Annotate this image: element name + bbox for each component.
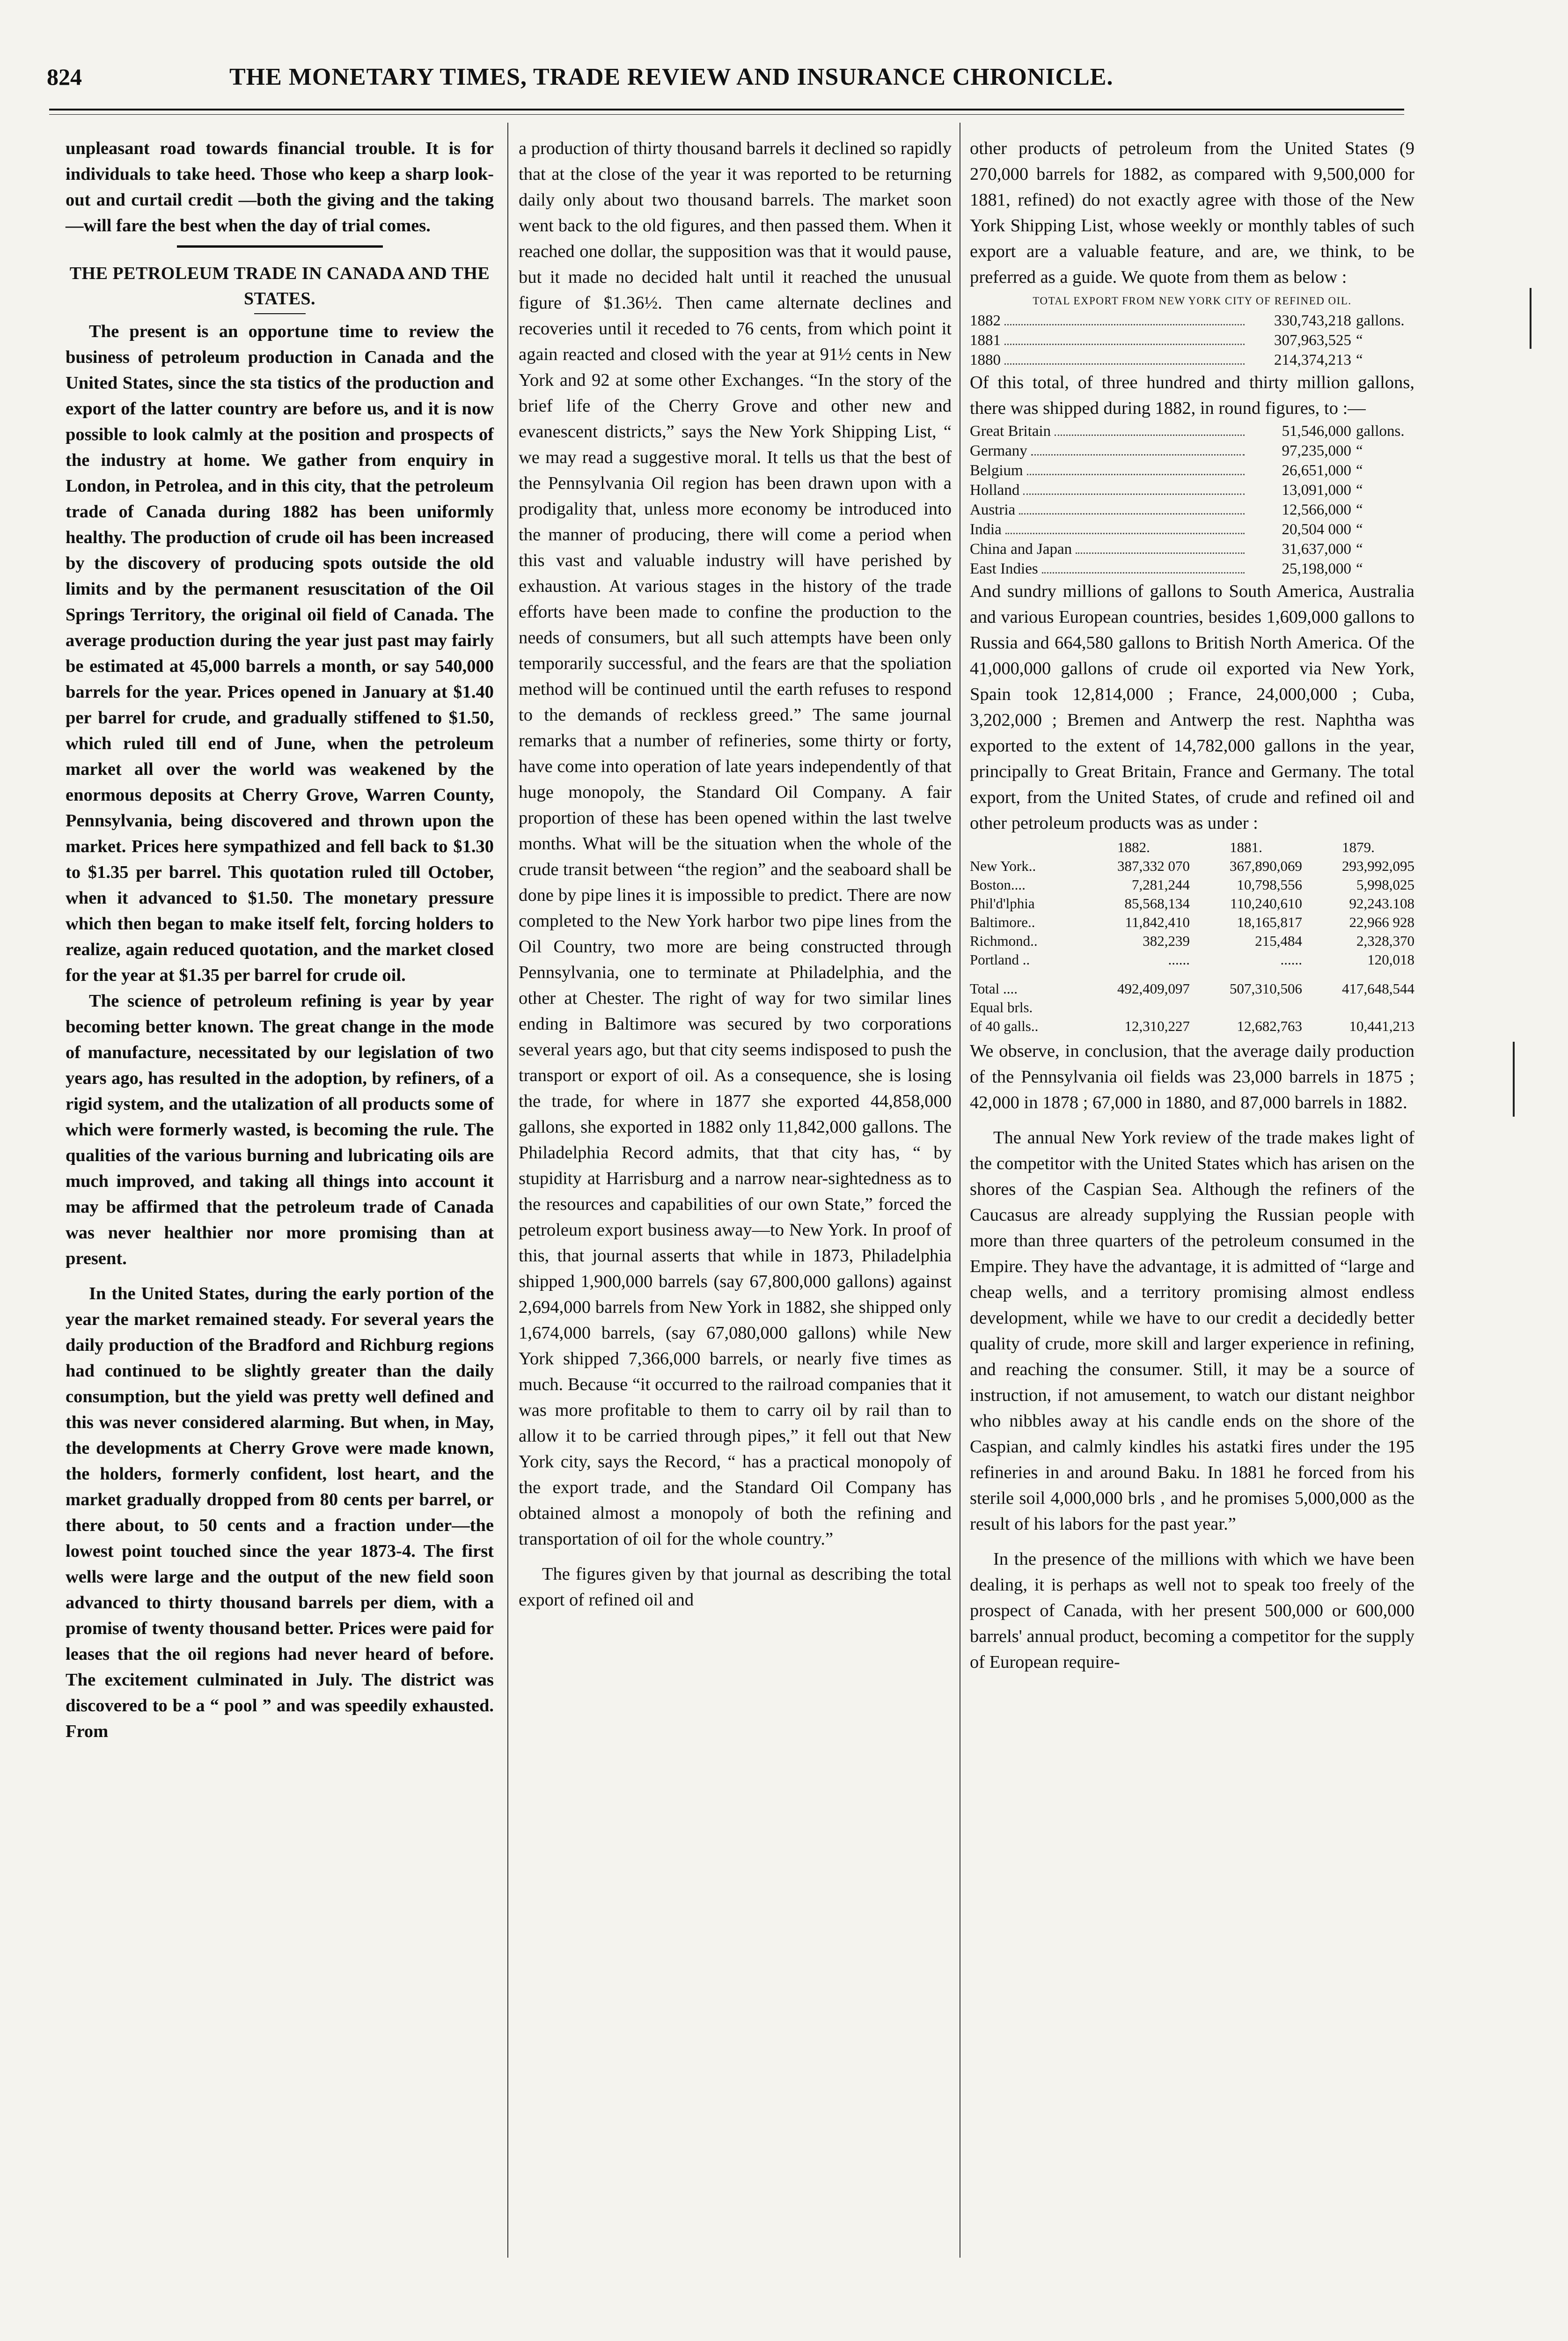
table-row [970,520,1414,539]
table-row [970,894,1414,913]
total-label: Total .... [970,980,1018,997]
page-header [47,63,1404,98]
value-cell: 25,198,000 [1282,560,1351,577]
unit-cell: gallons. [1356,312,1405,329]
value-cell: 18,165,817 [1237,914,1302,930]
unit-cell: “ [1356,332,1363,349]
column-header: 1879. [1342,839,1375,855]
margin-mark [1530,288,1531,349]
column-1 [66,136,494,1745]
intro-paragraph: unpleasant road towards financial trouble. It is for individuals to take heed. Those who keep a sharp look-out and curtail credit —both the giving and the taking—will fare the best when the day of trial comes. [66,139,494,236]
table-row [970,998,1414,1017]
port-cell: Boston.... [970,876,1026,893]
article-paragraph: other products of petroleum from the United States (9 270,000 barrels for 1882, as compared with 9,500,000 for 1881, refined) do not exactly agree with those of the New York Shipping List, whose weekly or monthly tables of such export are a valuable feature, and are, we think, to be preferred as a guide. We quote from them as below : [970,139,1414,287]
equal-label: Equal brls. [970,999,1033,1016]
table-row [970,461,1414,480]
port-cell: Phil'd'lphia [970,895,1035,912]
value-cell: 214,374,213 [1274,352,1351,368]
table-row [970,539,1414,559]
article-paragraph: Of this total, of three hundred and thirty million gallons, there was shipped during 1882, in round figures, to :— [970,373,1414,418]
value-cell: 26,651,000 [1282,462,1351,479]
value-cell: 7,281,244 [1132,876,1190,893]
value-cell: 12,310,227 [1124,1018,1190,1034]
value-cell: 387,332 070 [1117,858,1190,874]
value-cell: 492,409,097 [1117,980,1190,997]
article-paragraph: a production of thirty thousand barrels it declined so rapidly that at the close of the year it was reported to be returning daily only about two thousand barrels. The market soon went back to the old figures, and then passed them. When it reached one dollar, the supposition was that it would pause, but it made no decided halt until it reached the unusual figure of $1.36½. Then came alternate declines and recoveries until it receded to 76 cents, from which point it again reacted and closed with the year at 91½ cents in New York and 92 at some other Exchanges. “In the story of the brief life of the Cherry Grove and other new and evanescent districts,” says the New York Shipping List, “ we may read a suggestive moral. It tells us that the best of the Pennsylvania Oil region has been drawn upon with a prodigality that, unless more economy be introduced into the manner of producing, there will come a period when this vast and valuable industry will have perished by exhaustion. At various stages in the history of the trade efforts have been made to confine the production to the needs of consumers, but all such attempts have been only temporarily successful, and the fears are that the spoliation method will be continued until the earth refuses to respond to the demands of reckless greed.” The same journal remarks that a number of refineries, some thirty or forty, have come into operation of late years independently of that huge monopoly, the Standard Oil Company. A fair proportion of these has been opened within the last twelve months. What will be the situation when the whole of the crude transit between “the region” and the seaboard shall be done by pipe lines it is impossible to predict. There are now completed to the New York harbor two pipe lines from the Oil Country, two more are being constructed through Pennsylvania, one to terminate at Philadelphia, and the other at Chester. The right of way for two similar lines ending in Baltimore was secured by two corporations several years ago, but that city seems indisposed to push the transport or export of oil. As a consequence, she is losing the trade, for where in 1877 she exported 44,858,000 gallons, she exported in 1882 only 11,842,000 gallons. The Philadelphia Record admits, that that city has, “ by stupidity at Harrisburg and a narrow near-sightedness as to the resources and capabilities of our own State,” forced the petroleum export business away—to New York. In proof of this, that journal asserts that while in 1873, Philadelphia shipped 1,900,000 barrels (say 67,800,000 gallons) against 2,694,000 barrels from New York in 1882, she shipped only 1,674,000 barrels, (say 67,080,000 gallons) while New York shipped 7,366,000 barrels, or nearly five times as much. Because “it occurred to the railroad companies that it was more profitable to them to carry oil by rail than to allow it to be carried through pipes,” it fell out that New York city, says the Record, “ has a practical monopoly of the export trade, and the Standard Oil Company has obtained almost a monopoly of both the refining and transportation of oil for the whole country.” [519,139,952,1549]
table-row [970,913,1414,932]
table-caption: TOTAL EXPORT FROM NEW YORK CITY OF REFINED OIL. [1033,295,1352,307]
country-cell: China and Japan [970,541,1072,558]
header-rule-thin [49,114,1404,115]
table-row [970,350,1414,370]
value-cell: 215,484 [1255,933,1302,949]
article-paragraph: The figures given by that journal as describing the total export of refined oil and [519,1564,952,1610]
export-by-year-table [970,311,1414,370]
country-cell: Great Britain [970,423,1051,440]
page-number: 824 [47,64,82,90]
table-row [970,950,1414,969]
value-cell: 12,682,763 [1237,1018,1302,1034]
table-row [970,331,1414,350]
year-cell: 1880 [970,352,1001,368]
article-paragraph: And sundry millions of gallons to South America, Australia and various European countries, besides 1,609,000 gallons to Russia and 664,580 gallons to British North America. Of the 41,000,000 gallons of crude oil exported via New York, Spain took 12,814,000 ; France, 24,000,000 ; Cuba, 3,202,000 ; Bremen and Antwerp the rest. Naphtha was exported to the extent of 14,782,000 gallons in the year, principally to Great Britain, France and Germany. The total export, from the United States, of crude and refined oil and other petroleum products was as under : [970,582,1414,833]
country-cell: East Indies [970,560,1038,577]
article-paragraph: The present is an opportune time to review the business of petroleum production in Canada and the United States, since the sta tistics of the production and export of the latter country are before us, and it is now possible to look calmly at the position and prospects of the industry at home. We gather from enquiry in London, in Petrolea, and in this city, that the petroleum trade of Canada during 1882 has been uniformly healthy. The production of crude oil has been increased by the discovery of producing spots outside the old limits and by the permanent resuscitation of the Oil Springs Territory, the original oil field of Canada. The average production during the year just past may fairly be estimated at 45,000 barrels a month, or say 540,000 barrels for the year. Prices opened in January at $1.40 per barrel for crude, and gradually stiffened to $1.50, which ruled till end of June, when the petroleum market all over the world was weakened by the enormous deposits at Cherry Grove, Warren County, Pennsylvania, being discovered and thrown upon the market. Prices here sympathized and fell back to $1.30 to $1.35 per barrel. This quotation ruled till October, when it advanced to $1.50. The monetary pressure which then began to make itself felt, forcing holders to realize, again reduced quotation, and the market closed for the year at $1.35 per barrel for crude oil. [66,322,494,985]
column-2 [519,136,952,1613]
country-cell: India [970,521,1002,538]
value-cell: 307,963,525 [1274,332,1351,349]
unit-cell: “ [1356,560,1363,577]
article-paragraph: The annual New York review of the trade makes light of the competitor with the United States which has arisen on the shores of the Caspian Sea. Although the refiners of the Caucasus are already supplying the Russian people with more than three quarters of the petroleum consumed in the Empire. They have the advantage, it is admitted of “large and cheap wells, and a territory promising almost endless development, while we have to our credit a decidedly better quality of crude, more skill and larger experience in refining, and reaching the consumer. Still, it may be a source of instruction, if not amusement, to watch our distant neighbor who nibbles away at his candle ends on the shore of the Caspian, and calmly kindles his astatki fires under the 195 refineries in and around Baku. In 1881 he forced from his sterile soil 4,000,000 brls , and he promises 5,000,000 as the result of his labors for the past year.” [970,1128,1414,1534]
heading-rule [254,313,306,314]
country-cell: Austria [970,501,1016,518]
unit-cell: “ [1356,541,1363,558]
table-row [970,559,1414,579]
table-row [970,876,1414,894]
value-cell: 293,992,095 [1342,858,1414,874]
value-cell: ...... [1168,951,1190,968]
value-cell: 120,018 [1367,951,1414,968]
port-cell: Portland .. [970,951,1030,968]
table-header-row [970,838,1414,857]
port-cell: New York.. [970,858,1036,874]
value-cell: 10,798,556 [1237,876,1302,893]
value-cell: 85,568,134 [1124,895,1190,912]
value-cell: 110,240,610 [1230,895,1302,912]
value-cell: 2,328,370 [1356,933,1414,949]
table-row [970,857,1414,876]
table-row [970,311,1414,331]
table-row [970,500,1414,520]
column-3 [970,136,1414,1675]
value-cell: 417,648,544 [1342,980,1414,997]
value-cell: 12,566,000 [1282,501,1351,518]
table-row [970,932,1414,950]
table-total-row [970,969,1414,998]
value-cell: 11,842,410 [1125,914,1190,930]
column-divider-1 [507,123,508,2258]
value-cell: 20,504 000 [1282,521,1351,538]
value-cell: 97,235,000 [1282,442,1351,459]
header-rule [49,109,1404,110]
year-cell: 1882 [970,312,1001,329]
value-cell: 22,966 928 [1349,914,1414,930]
value-cell: 10,441,213 [1349,1018,1414,1034]
value-cell: 51,546,000 [1282,423,1351,440]
article-heading: THE PETROLEUM TRADE IN CANADA AND THE STATES. [69,264,490,309]
table-row [970,421,1414,441]
value-cell: 367,890,069 [1230,858,1302,874]
unit-cell: “ [1356,352,1363,368]
country-cell: Germany [970,442,1027,459]
table-row [970,480,1414,500]
country-cell: Belgium [970,462,1023,479]
value-cell: ...... [1280,951,1302,968]
column-header: 1882. [1117,839,1150,855]
export-by-country-table [970,421,1414,579]
unit-cell: “ [1356,442,1363,459]
unit-cell: “ [1356,462,1363,479]
journal-title: THE MONETARY TIMES, TRADE REVIEW AND INSURANCE CHRONICLE. [229,64,1114,90]
value-cell: 5,998,025 [1356,876,1414,893]
unit-cell: “ [1356,501,1363,518]
equal-label: of 40 galls.. [970,1018,1039,1034]
margin-mark [1513,1042,1515,1117]
value-cell: 330,743,218 [1274,312,1351,329]
port-cell: Richmond.. [970,933,1038,949]
article-paragraph: We observe, in conclusion, that the average daily production of the Pennsylvania oil fields was 23,000 barrels in 1875 ; 42,000 in 1878 ; 67,000 in 1880, and 87,000 barrels in 1882. [970,1041,1414,1112]
article-paragraph: The science of petroleum refining is year by year becoming better known. The great change in the mode of manufacture, necessitated by our legislation of two years ago, has resulted in the adoption, by refiners, of a rigid system, and the utalization of all products some of which were formerly wasted, is becoming the rule. The qualities of the various burning and lubricating oils are much improved, and taking all things into account it may be affirmed that the petroleum trade of Canada was never healthier nor more promising than at present. [66,991,494,1268]
article-paragraph: In the presence of the millions with which we have been dealing, it is perhaps as well not to speak too freely of the prospect of Canada, with her present 500,000 or 600,000 barrels' annual product, becoming a competitor for the supply of European require- [970,1549,1414,1672]
unit-cell: “ [1356,521,1363,538]
table-row [970,441,1414,461]
year-cell: 1881 [970,332,1001,349]
value-cell: 507,310,506 [1230,980,1302,997]
unit-cell: gallons. [1356,423,1405,440]
value-cell: 13,091,000 [1282,482,1351,499]
port-cell: Baltimore.. [970,914,1035,930]
table-row [970,1017,1414,1036]
column-header: 1881. [1230,839,1262,855]
section-divider [177,245,383,248]
value-cell: 31,637,000 [1282,541,1351,558]
country-cell: Holland [970,482,1020,499]
export-by-port-table [970,838,1414,1036]
unit-cell: “ [1356,482,1363,499]
value-cell: 92,243.108 [1349,895,1414,912]
article-paragraph: In the United States, during the early portion of the year the market remained steady. For several years the daily production of the Bradford and Richburg regions had continued to be slightly greater than the daily consumption, but the yield was pretty well defined and this was never considered alarming. But when, in May, the developments at Cherry Grove were made known, the holders, formerly confident, lost heart, and the market gradually dropped from 80 cents per barrel, or there about, to 50 cents and a fraction under—the lowest point touched since the year 1873-4. The first wells were large and the output of the new field soon advanced to thirty thousand barrels per diem, with a promise of twenty thousand better. Prices were paid for leases that the oil regions had never heard of before. The excitement culminated in July. The district was discovered to be a “ pool ” and was speedily exhausted. From [66,1284,494,1741]
value-cell: 382,239 [1143,933,1190,949]
